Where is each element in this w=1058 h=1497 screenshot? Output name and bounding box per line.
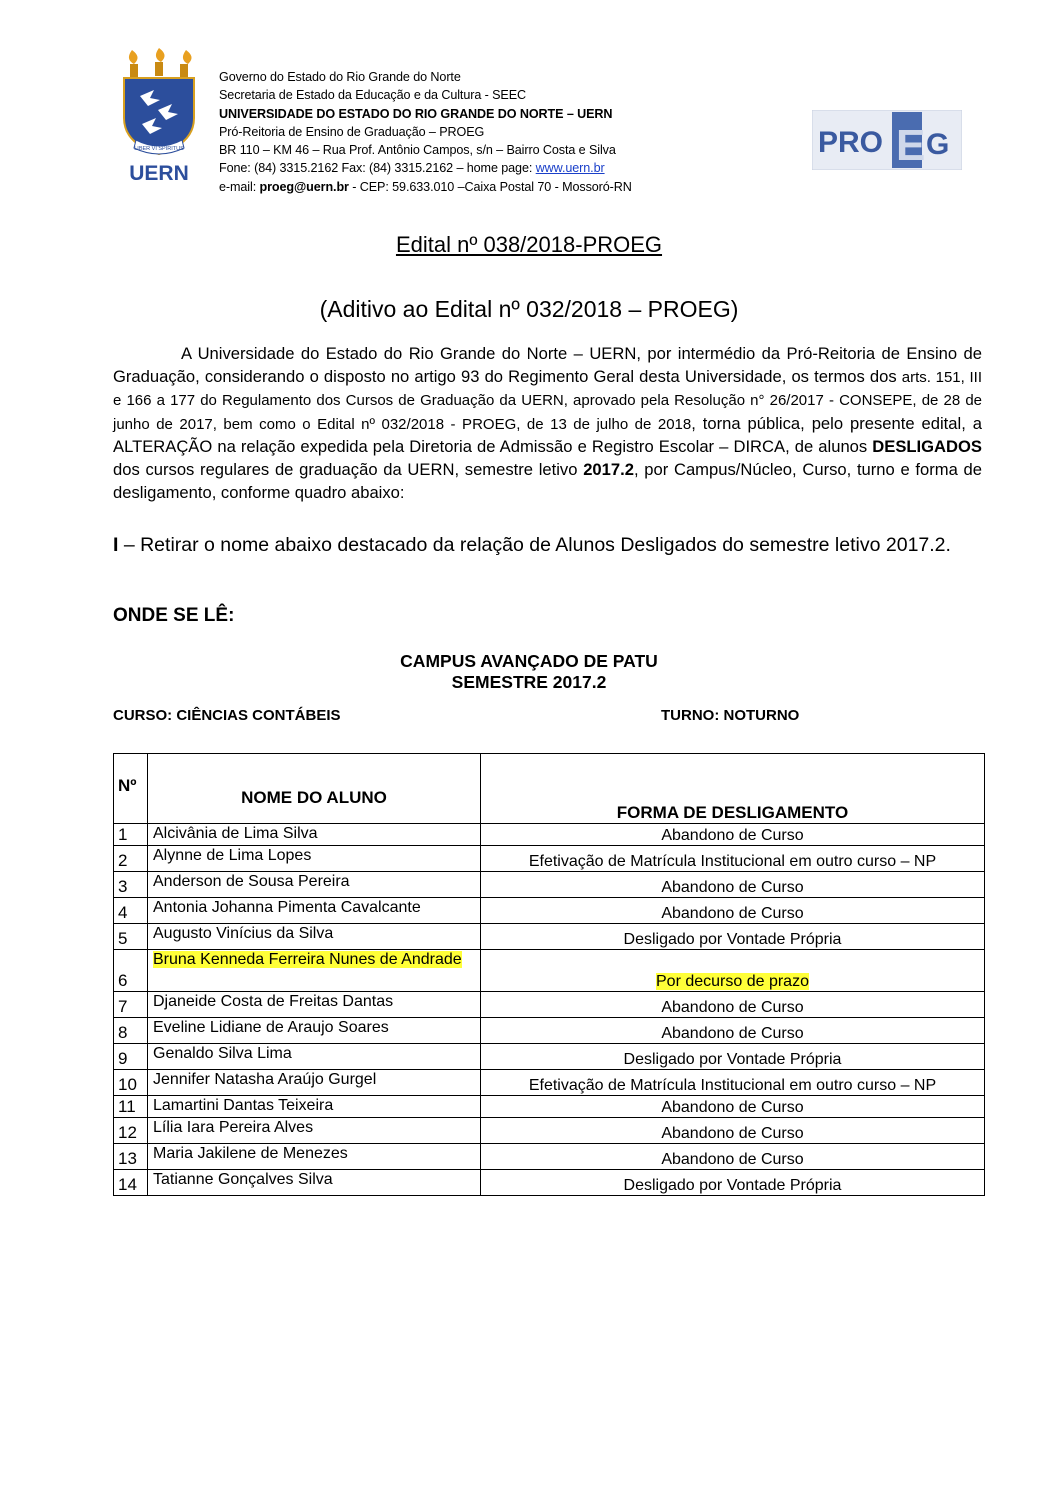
header-line: BR 110 – KM 46 – Rua Prof. Antônio Campos, s/n – Bairro Costa e Silva bbox=[219, 143, 616, 158]
student-name-cell bbox=[148, 846, 481, 872]
dismissal-form: Abandono de Curso bbox=[661, 1099, 804, 1116]
dismissed-students-table bbox=[113, 753, 985, 1196]
row-number: 6 bbox=[118, 971, 128, 990]
header-line: Secretaria de Estado da Educação e da Cultura - SEEC bbox=[219, 88, 527, 103]
row-number-cell bbox=[114, 1118, 148, 1144]
header-email-line: e-mail: proeg@uern.br - CEP: 59.633.010 –Caixa Postal 70 - Mossoró-RN bbox=[219, 179, 632, 194]
dismissal-form: Desligado por Vontade Própria bbox=[623, 931, 842, 948]
proeg-logo bbox=[812, 110, 962, 170]
row-number: 4 bbox=[118, 903, 128, 922]
dismissal-form: Abandono de Curso bbox=[661, 905, 804, 922]
shift-label: TURNO: NOTURNO bbox=[661, 707, 800, 724]
student-name-cell bbox=[148, 898, 481, 924]
header-contact-line bbox=[219, 159, 632, 177]
row-number-cell bbox=[114, 992, 148, 1018]
edital-subtitle: (Aditivo ao Edital nº 032/2018 – PROEG) bbox=[319, 296, 739, 322]
row-number-cell bbox=[114, 1044, 148, 1070]
onde-se-le-heading: ONDE SE LÊ: bbox=[113, 605, 235, 626]
row-number-cell bbox=[114, 824, 148, 846]
row-number-cell bbox=[114, 950, 148, 992]
row-number: 13 bbox=[118, 1149, 137, 1168]
row-number: 1 bbox=[118, 825, 128, 844]
dismissal-form: Desligado por Vontade Própria bbox=[623, 1177, 842, 1194]
svg-text:LIBER VI SPIRITUS: LIBER VI SPIRITUS bbox=[134, 146, 184, 152]
student-name: Lamartini Dantas Teixeira bbox=[153, 1097, 334, 1114]
student-name: Tatianne Gonçalves Silva bbox=[153, 1171, 333, 1188]
row-number-cell bbox=[114, 1018, 148, 1044]
row-number-cell bbox=[114, 846, 148, 872]
row-number: 14 bbox=[118, 1175, 137, 1194]
row-number-cell bbox=[114, 1170, 148, 1196]
student-name-cell bbox=[148, 1096, 481, 1118]
dismissal-form-cell bbox=[481, 1096, 985, 1118]
row-number: 2 bbox=[118, 851, 128, 870]
student-name-cell bbox=[148, 1070, 481, 1096]
dismissal-form: Abandono de Curso bbox=[661, 827, 804, 844]
row-number-cell bbox=[114, 898, 148, 924]
dismissal-form-cell bbox=[481, 1018, 985, 1044]
dismissal-form-cell bbox=[481, 950, 985, 992]
header-line: UNIVERSIDADE DO ESTADO DO RIO GRANDE DO NORTE – UERN bbox=[219, 106, 613, 121]
row-number: 10 bbox=[118, 1075, 137, 1094]
table-row bbox=[114, 1096, 985, 1118]
dismissal-form: Efetivação de Matrícula Institucional em outro curso – NP bbox=[528, 1077, 937, 1094]
row-number-cell bbox=[114, 1070, 148, 1096]
dismissal-form: Abandono de Curso bbox=[661, 1151, 804, 1168]
student-name-cell bbox=[148, 992, 481, 1018]
semester-name: SEMESTRE 2017.2 bbox=[451, 672, 607, 692]
table-row bbox=[114, 950, 985, 992]
header-line: Governo do Estado do Rio Grande do Norte bbox=[219, 70, 461, 84]
row-number: 9 bbox=[118, 1049, 128, 1068]
dismissal-form-cell bbox=[481, 898, 985, 924]
header-number: Nº bbox=[114, 754, 148, 824]
student-name: Genaldo Silva Lima bbox=[153, 1045, 292, 1062]
student-name: Lília Iara Pereira Alves bbox=[153, 1119, 314, 1136]
semester-emphasis: 2017.2 bbox=[583, 459, 634, 479]
table-row bbox=[114, 1118, 985, 1144]
student-name-cell bbox=[148, 1170, 481, 1196]
table-row bbox=[114, 924, 985, 950]
svg-text:UERN: UERN bbox=[129, 162, 189, 184]
row-number: 12 bbox=[118, 1123, 137, 1142]
homepage-link[interactable]: www.uern.br bbox=[535, 161, 605, 176]
torch-icon bbox=[180, 50, 192, 78]
student-name: Anderson de Sousa Pereira bbox=[153, 873, 350, 890]
table-row bbox=[114, 898, 985, 924]
dismissal-form-cell bbox=[481, 1144, 985, 1170]
dismissal-form: Abandono de Curso bbox=[661, 1125, 804, 1142]
row-number: 7 bbox=[118, 997, 128, 1016]
student-name-cell bbox=[148, 1118, 481, 1144]
dismissal-form: Abandono de Curso bbox=[661, 999, 804, 1016]
uern-logo bbox=[118, 48, 200, 184]
dismissal-form-cell bbox=[481, 1170, 985, 1196]
student-name: Alynne de Lima Lopes bbox=[153, 847, 312, 864]
campus-heading bbox=[0, 651, 1058, 693]
dismissal-form-cell bbox=[481, 1070, 985, 1096]
header-student-name: NOME DO ALUNO bbox=[148, 754, 481, 824]
campus-name: CAMPUS AVANÇADO DE PATU bbox=[400, 651, 658, 671]
student-name-cell bbox=[148, 1144, 481, 1170]
edital-title: Edital nº 038/2018-PROEG bbox=[395, 232, 663, 257]
row-number-cell bbox=[114, 872, 148, 898]
row-number: 11 bbox=[118, 1097, 136, 1116]
student-name-cell bbox=[148, 872, 481, 898]
table-row bbox=[114, 824, 985, 846]
dismissal-form-cell bbox=[481, 1118, 985, 1144]
email-address: proeg@uern.br bbox=[259, 179, 349, 194]
dismissal-form-cell bbox=[481, 846, 985, 872]
svg-text:PRO: PRO bbox=[818, 126, 884, 159]
institution-header bbox=[219, 68, 632, 196]
table-row bbox=[114, 1044, 985, 1070]
item-i-paragraph: I – Retirar o nome abaixo destacado da relação de Alunos Desligados do semestre letivo 2017.2. bbox=[113, 534, 951, 556]
dismissal-form: Abandono de Curso bbox=[661, 879, 804, 896]
header-phone: Fone: (84) 3315.2162 Fax: (84) 3315.2162 – home page: bbox=[219, 161, 536, 176]
dismissal-form: Efetivação de Matrícula Institucional em outro curso – NP bbox=[528, 853, 937, 870]
student-name: Bruna Kenneda Ferreira Nunes de Andrade bbox=[153, 951, 462, 968]
row-number: 5 bbox=[118, 929, 128, 948]
row-number: 3 bbox=[118, 877, 128, 896]
table-row bbox=[114, 1144, 985, 1170]
student-name-cell bbox=[148, 1018, 481, 1044]
svg-text:E: E bbox=[896, 121, 926, 170]
dismissal-form: Abandono de Curso bbox=[661, 1025, 804, 1042]
student-name-cell bbox=[148, 950, 481, 992]
table-row bbox=[114, 1018, 985, 1044]
row-number-cell bbox=[114, 924, 148, 950]
table-header-row bbox=[114, 754, 985, 824]
student-name: Maria Jakilene de Menezes bbox=[153, 1145, 348, 1162]
desligados-emphasis: DESLIGADOS bbox=[872, 437, 982, 457]
student-name: Eveline Lidiane de Araujo Soares bbox=[153, 1019, 389, 1036]
torch-icon bbox=[129, 50, 138, 78]
dismissal-form-cell bbox=[481, 924, 985, 950]
dismissal-form: Desligado por Vontade Própria bbox=[623, 1051, 842, 1068]
edital-body-paragraph: A Universidade do Estado do Rio Grande do Norte – UERN, por intermédio da Pró-Reitoria de Ensino de Graduação, considerando o disposto no artigo 93 do Regimento Geral desta Universidade, os termos dos arts. 151, III e 166 a 177 do Regulamento dos Cursos de Graduação da UERN, aprovado pela Resolução n° 26/2017 - CONSEPE, de 28 de junho de 2017, bem como o Edital nº 032/2018 - PROEG, de 13 de julho de 2018, torna pública, pelo presente edital, a ALTERAÇÃO na relação expedida pela Diretoria de Admissão e Registro Escolar – DIRCA, de alunos DESLIGADOS dos cursos regulares de graduação da UERN, semestre letivo 2017.2, por Campus/Núcleo, Curso, turno e forma de desligamento, conforme quadro abaixo: bbox=[113, 344, 983, 502]
header-line: Pró-Reitoria de Ensino de Graduação – PROEG bbox=[219, 124, 485, 139]
svg-text:G: G bbox=[926, 128, 950, 161]
table-row bbox=[114, 992, 985, 1018]
table-row bbox=[114, 872, 985, 898]
student-name: Augusto Vinícius da Silva bbox=[153, 925, 334, 942]
row-number-cell bbox=[114, 1096, 148, 1118]
student-name-cell bbox=[148, 824, 481, 846]
dismissal-form-cell bbox=[481, 992, 985, 1018]
student-name: Jennifer Natasha Araújo Gurgel bbox=[153, 1071, 377, 1088]
student-name: Antonia Johanna Pimenta Cavalcante bbox=[153, 899, 421, 916]
dismissal-form: Por decurso de prazo bbox=[656, 973, 809, 990]
dismissal-form-cell bbox=[481, 872, 985, 898]
table-row bbox=[114, 1070, 985, 1096]
table-row bbox=[114, 1170, 985, 1196]
row-number-cell bbox=[114, 1144, 148, 1170]
row-number: 8 bbox=[118, 1023, 128, 1042]
torch-icon bbox=[155, 48, 165, 76]
item-label: I bbox=[113, 534, 119, 556]
dismissal-form-cell bbox=[481, 824, 985, 846]
table-row bbox=[114, 846, 985, 872]
student-name: Alcivânia de Lima Silva bbox=[153, 825, 318, 842]
student-name-cell bbox=[148, 924, 481, 950]
course-label: CURSO: CIÊNCIAS CONTÁBEIS bbox=[113, 707, 341, 724]
student-name-cell bbox=[148, 1044, 481, 1070]
student-name: Djaneide Costa de Freitas Dantas bbox=[153, 993, 394, 1010]
dismissal-form-cell bbox=[481, 1044, 985, 1070]
header-dismissal-form: FORMA DE DESLIGAMENTO bbox=[481, 754, 985, 824]
